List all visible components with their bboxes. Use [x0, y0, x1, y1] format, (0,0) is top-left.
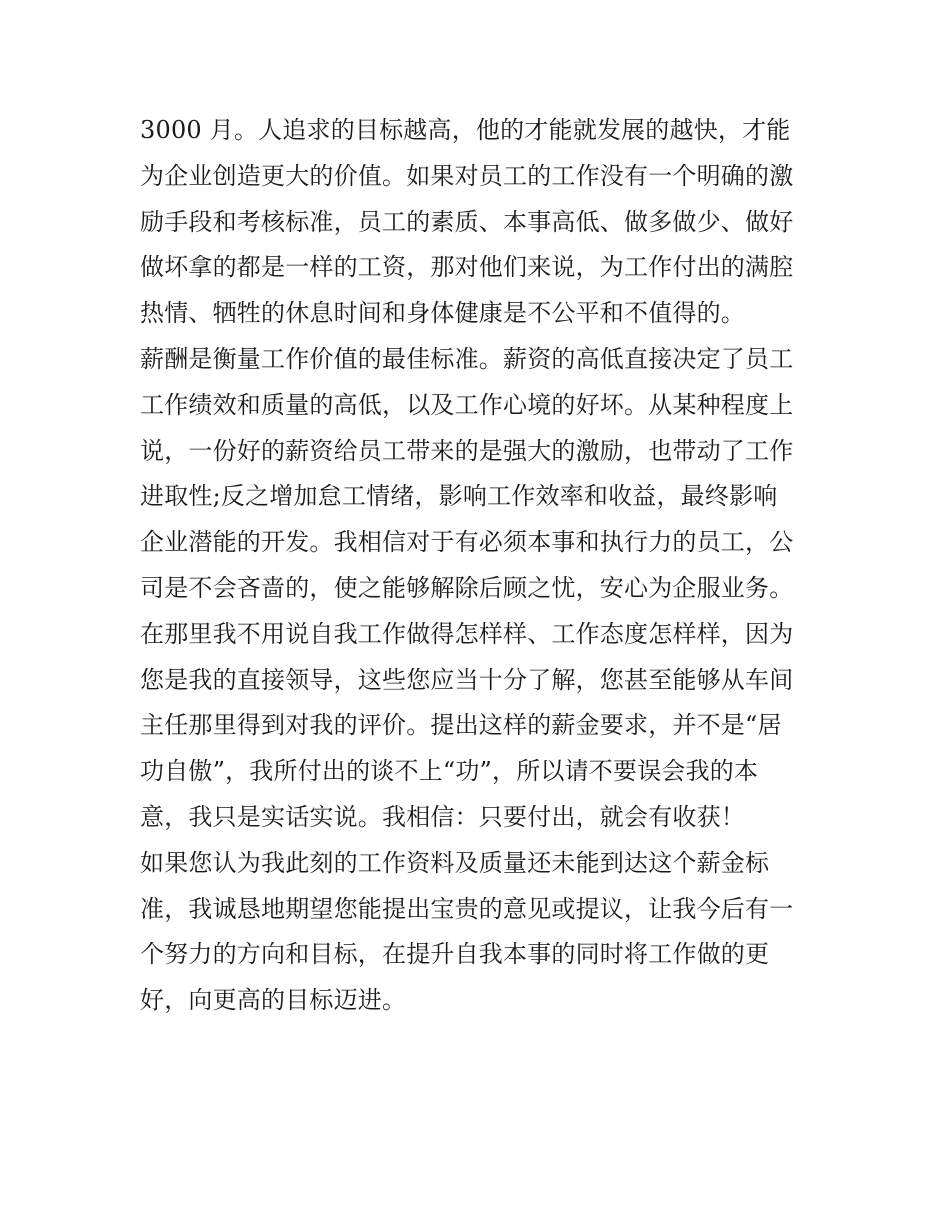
text-line: 做坏拿的都是一样的工资，那对他们来说，为工作付出的满腔 [140, 253, 794, 282]
text-line: 热情、牺牲的休息时间和身体健康是不公平和不值得的。 [140, 299, 745, 328]
text-line: 3000 月。人追求的目标越高，他的才能就发展的越快，才能 [140, 116, 791, 144]
text-line: 主任那里得到对我的评价。提出这样的薪金要求，并不是“居 [140, 711, 782, 740]
text-line: 在那里我不用说自我工作做得怎样样、工作态度怎样样，因为 [140, 619, 794, 648]
text-line: 工作绩效和质量的高低，以及工作心境的好坏。从某种程度上 [140, 390, 794, 419]
text-line: 个努力的方向和目标，在提升自我本事的同时将工作做的更 [140, 940, 770, 969]
text-line: 进取性;反之增加怠工情绪，影响工作效率和收益，最终影响 [140, 482, 778, 511]
text-line: 好，向更高的目标迈进。 [140, 986, 407, 1015]
text-line: 说，一份好的薪资给员工带来的是强大的激励，也带动了工作 [140, 436, 794, 465]
text-line: 企业潜能的开发。我相信对于有必须本事和执行力的员工，公 [140, 528, 794, 557]
text-line: 励手段和考核标准，员工的素质、本事高低、做多做少、做好 [140, 207, 794, 236]
text-line: 薪酬是衡量工作价值的最佳标准。薪资的高低直接决定了员工 [140, 344, 794, 373]
text-line: 如果您认为我此刻的工作资料及质量还未能到达这个薪金标 [140, 848, 770, 877]
text-line: 司是不会吝啬的，使之能够解除后顾之忧，安心为企服业务。 [140, 573, 794, 602]
text-line: 功自傲”，我所付出的谈不上“功”，所以请不要误会我的本 [140, 757, 759, 786]
body-text [140, 108, 820, 1024]
text-line: 准，我诚恳地期望您能提出宝贵的意见或提议，让我今后有一 [140, 894, 794, 923]
text-line: 为企业创造更大的价值。如果对员工的工作没有一个明确的激 [140, 161, 794, 190]
text-line: 意，我只是实话实说。我相信：只要付出，就会有收获！ [140, 802, 745, 831]
text-line: 您是我的直接领导，这些您应当十分了解，您甚至能够从车间 [140, 665, 794, 694]
